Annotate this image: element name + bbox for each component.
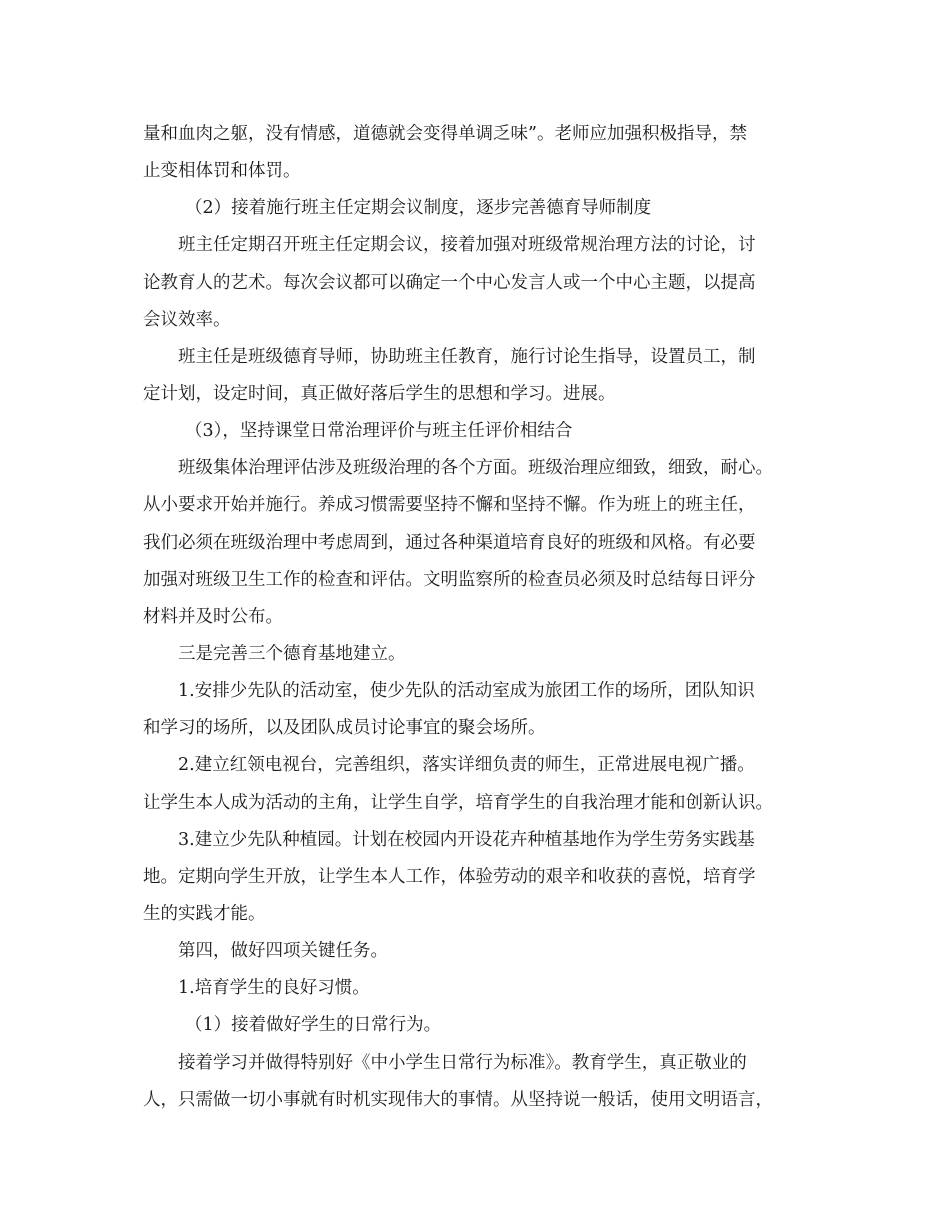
- list-item: 1.培育学生的良好习惯。: [178, 978, 370, 999]
- text-line: 从小要求开始并施行。养成习惯需要坚持不懈和坚持不懈。作为班上的班主任，: [143, 495, 756, 516]
- section-heading: 三是完善三个德育基地建立。: [178, 643, 406, 664]
- text-line: 论教育人的艺术。每次会议都可以确定一个中心发言人或一个中心主题，以提高: [143, 272, 756, 293]
- text-line: 会议效率。: [143, 309, 231, 330]
- text-line: 让学生本人成为活动的主角，让学生自学，培育学生的自我治理才能和创新认识。: [143, 792, 773, 813]
- text-line: 量和血肉之躯，没有情感，道德就会变得单调乏味”。老师应加强积极指导，禁: [143, 124, 747, 144]
- text-line: 我们必须在班级治理中考虑周到，通过各种渠道培育良好的班级和风格。有必要: [143, 532, 756, 553]
- section-heading: （2）接着施行班主任定期会议制度，逐步完善德育导师制度: [185, 198, 652, 219]
- text-line: 定计划，设定时间，真正做好落后学生的思想和学习。进展。: [143, 383, 616, 404]
- text-line: 和学习的场所，以及团队成员讨论事宜的聚会场所。: [143, 718, 546, 739]
- section-heading: 第四，做好四项关键任务。: [178, 941, 388, 962]
- text-line: 生的实践才能。: [143, 903, 266, 924]
- text-line: 人，只需做一切小事就有时机实现伟大的事情。从坚持说一般话，使用文明语言，: [143, 1089, 773, 1110]
- section-heading: （3），坚持课堂日常治理评价与班主任评价相结合: [185, 421, 573, 442]
- text-line: 班级集体治理评估涉及班级治理的各个方面。班级治理应细致，细致，耐心。: [178, 458, 773, 479]
- document-body: [143, 118, 833, 1121]
- text-line: 班主任定期召开班主任定期会议，接着加强对班级常规治理方法的讨论，讨: [178, 235, 756, 256]
- list-item: 2.建立红领电视台，完善组织，落实详细负责的师生，正常进展电视广播。: [178, 755, 755, 776]
- text-line: 止变相体罚和体罚。: [143, 161, 301, 182]
- list-item: 3.建立少先队种植园。计划在校园内开设花卉种植基地作为学生劳务实践基: [178, 829, 755, 850]
- text-line: 地。定期向学生开放，让学生本人工作，体验劳动的艰辛和收获的喜悦，培育学: [143, 866, 756, 887]
- text-line: 班主任是班级德育导师，协助班主任教育，施行讨论生指导，设置员工，制: [178, 346, 756, 367]
- text-line: 加强对班级卫生工作的检查和评估。文明监察所的检查员必须及时总结每日评分: [143, 569, 756, 590]
- list-item: 1.安排少先队的活动室，使少先队的活动室成为旅团工作的场所，团队知识: [178, 681, 755, 702]
- text-line: 材料并及时公布。: [143, 606, 283, 627]
- text-line: 接着学习并做得特别好《中小学生日常行为标准》。教育学生，真正敬业的: [178, 1052, 747, 1073]
- section-heading: （1）接着做好学生的日常行为。: [185, 1015, 442, 1036]
